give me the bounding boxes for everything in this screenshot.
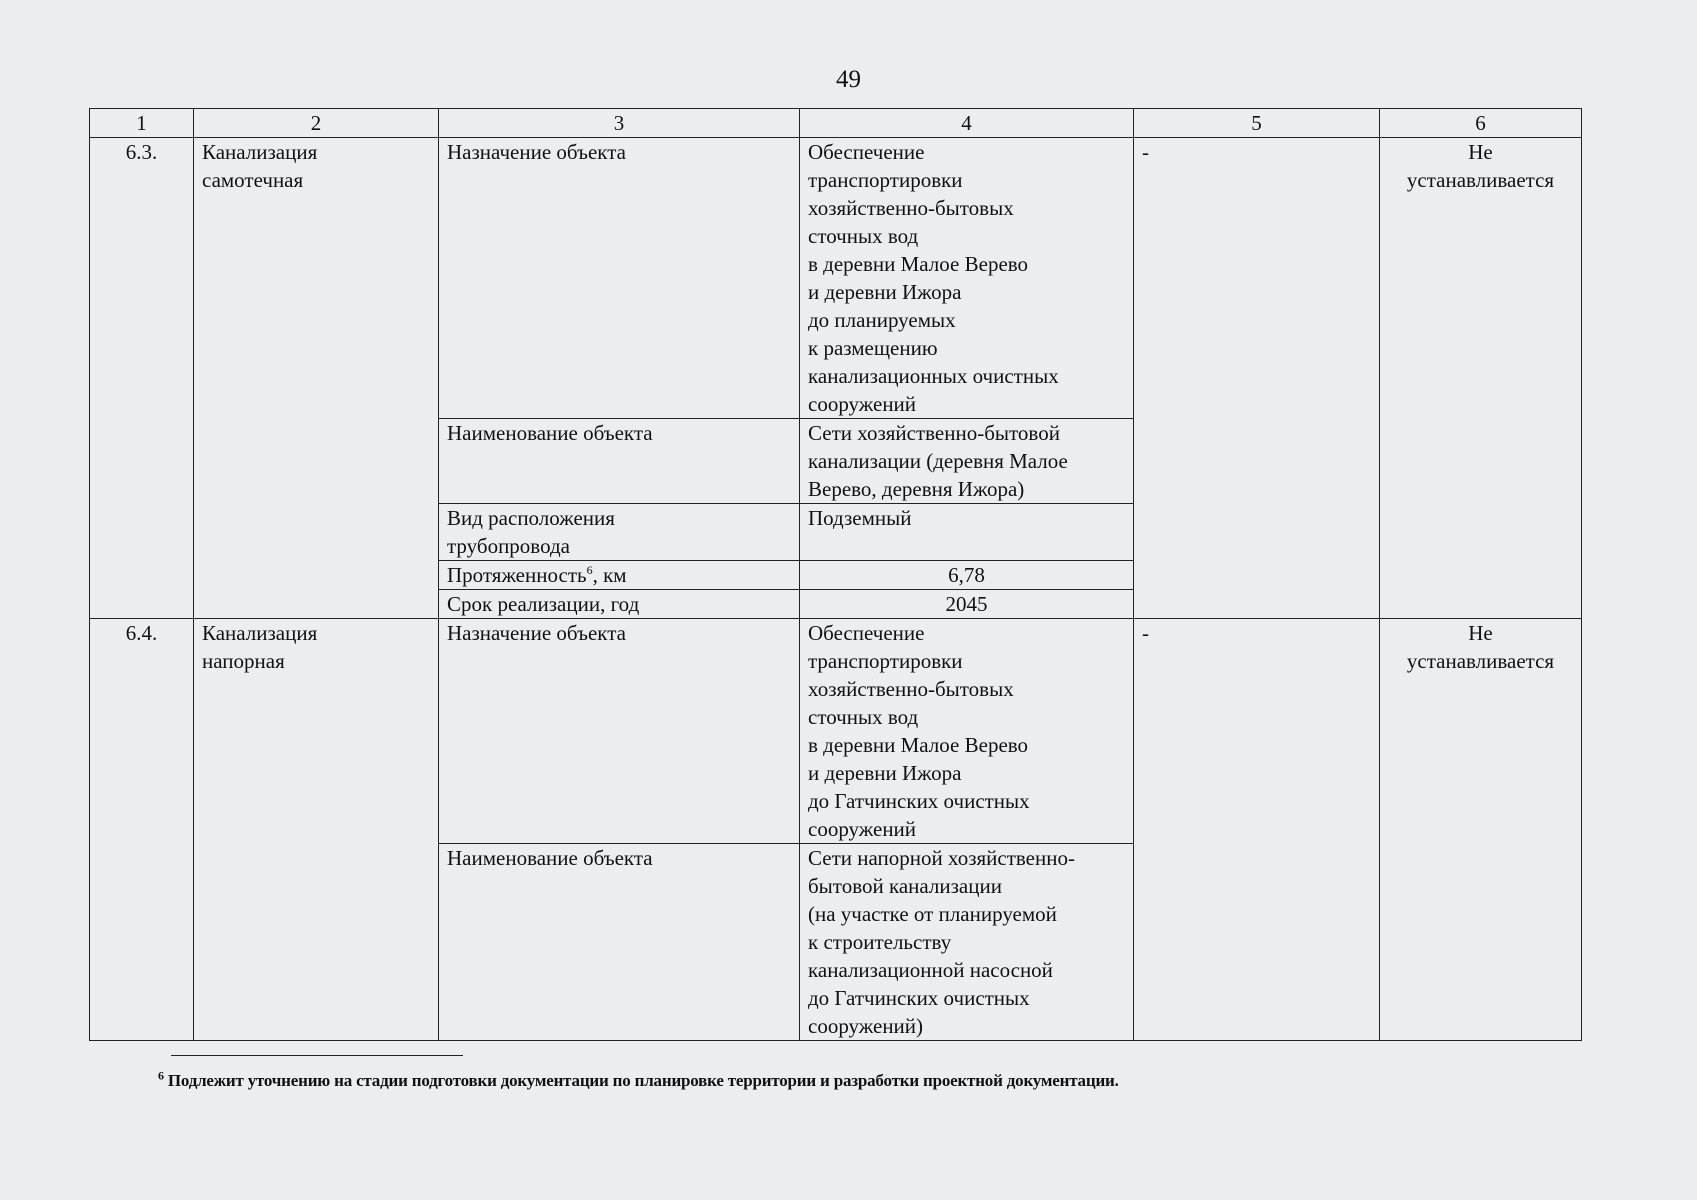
col5-cell: - xyxy=(1134,619,1380,1041)
header-cell-1: 1 xyxy=(90,109,194,138)
header-cell-3: 3 xyxy=(439,109,800,138)
footnote-mark: 6 xyxy=(158,1068,164,1083)
col6-line: Не xyxy=(1468,140,1493,164)
value-cell: 2045 xyxy=(800,590,1134,619)
item-name-line: Канализация xyxy=(202,621,318,645)
page-number: 49 xyxy=(836,66,861,93)
col6-line: устанавливается xyxy=(1406,168,1555,192)
value-line: в деревни Малое Верево xyxy=(808,733,1029,757)
header-row xyxy=(90,109,1582,138)
col6-cell xyxy=(1380,619,1582,1041)
item-name-line: самотечная xyxy=(202,168,304,192)
value-line: бытовой канализации xyxy=(808,874,1002,898)
value-line: до планируемых xyxy=(808,308,956,332)
param-line: Наименование объекта xyxy=(447,846,653,870)
footnote-text: Подлежит уточнению на стадии подготовки документации по планировке территории и разработки проектной документации. xyxy=(163,1071,1119,1090)
item-name xyxy=(194,138,439,619)
header-cell-5: 5 xyxy=(1134,109,1380,138)
value-line: транспортировки xyxy=(808,649,963,673)
value-line: хозяйственно-бытовых xyxy=(808,196,1014,220)
footnote-ref: 6 xyxy=(586,563,593,577)
value-cell xyxy=(800,504,1134,561)
value-line: и деревни Ижора xyxy=(808,761,962,785)
item-name-line: Канализация xyxy=(202,140,318,164)
col6-line: устанавливается xyxy=(1406,649,1555,673)
value-line: канализационной насосной xyxy=(808,958,1053,982)
value-line: канализационных очистных xyxy=(808,364,1059,388)
param-unit: , км xyxy=(592,563,627,587)
param-line: Наименование объекта xyxy=(447,421,653,445)
value-line: Сети хозяйственно-бытовой xyxy=(808,421,1060,445)
value-line: сооружений xyxy=(808,392,917,416)
value-line: сооружений xyxy=(808,817,917,841)
value-line: Обеспечение xyxy=(808,140,925,164)
param-line: трубопровода xyxy=(447,534,570,558)
value-cell xyxy=(800,419,1134,504)
footnote xyxy=(158,1068,1119,1091)
item-number: 6.4. xyxy=(90,619,194,1041)
footnote-divider xyxy=(171,1055,463,1056)
value-line: до Гатчинских очистных xyxy=(808,789,1030,813)
value-line: (на участке от планируемой xyxy=(808,902,1057,926)
param-line: Назначение объекта xyxy=(447,621,626,645)
value-line: к строительству xyxy=(808,930,952,954)
item-name xyxy=(194,619,439,1041)
value-cell xyxy=(800,844,1134,1041)
value-line: канализации (деревня Малое xyxy=(808,449,1068,473)
col6-cell xyxy=(1380,138,1582,619)
header-cell-2: 2 xyxy=(194,109,439,138)
value-line: сточных вод xyxy=(808,224,919,248)
value-line: в деревни Малое Верево xyxy=(808,252,1029,276)
param-cell xyxy=(439,561,800,590)
value-line: сооружений) xyxy=(808,1014,924,1038)
param-cell xyxy=(439,419,800,504)
value-line: Подземный xyxy=(808,506,912,530)
table-row xyxy=(90,619,1582,844)
value-line: и деревни Ижора xyxy=(808,280,962,304)
item-name-line: напорная xyxy=(202,649,285,673)
value-cell xyxy=(800,138,1134,419)
table-row xyxy=(90,138,1582,419)
param-cell xyxy=(439,619,800,844)
value-line: транспортировки xyxy=(808,168,963,192)
infrastructure-table xyxy=(89,108,1582,1041)
value-line: до Гатчинских очистных xyxy=(808,986,1030,1010)
item-number: 6.3. xyxy=(90,138,194,619)
param-cell xyxy=(439,504,800,561)
value-line: Обеспечение xyxy=(808,621,925,645)
header-cell-6: 6 xyxy=(1380,109,1582,138)
value-line: Верево, деревня Ижора) xyxy=(808,477,1025,501)
param-text: Протяженность xyxy=(447,563,587,587)
param-line: Назначение объекта xyxy=(447,140,626,164)
param-cell xyxy=(439,590,800,619)
value-line: хозяйственно-бытовых xyxy=(808,677,1014,701)
param-cell xyxy=(439,138,800,419)
value-line: к размещению xyxy=(808,336,938,360)
param-line: Вид расположения xyxy=(447,506,615,530)
param-line: Срок реализации, год xyxy=(447,592,640,616)
param-cell xyxy=(439,844,800,1041)
header-cell-4: 4 xyxy=(800,109,1134,138)
col5-cell: - xyxy=(1134,138,1380,619)
col6-line: Не xyxy=(1468,621,1493,645)
value-cell: 6,78 xyxy=(800,561,1134,590)
value-line: сточных вод xyxy=(808,705,919,729)
value-line: Сети напорной хозяйственно- xyxy=(808,846,1075,870)
value-cell xyxy=(800,619,1134,844)
